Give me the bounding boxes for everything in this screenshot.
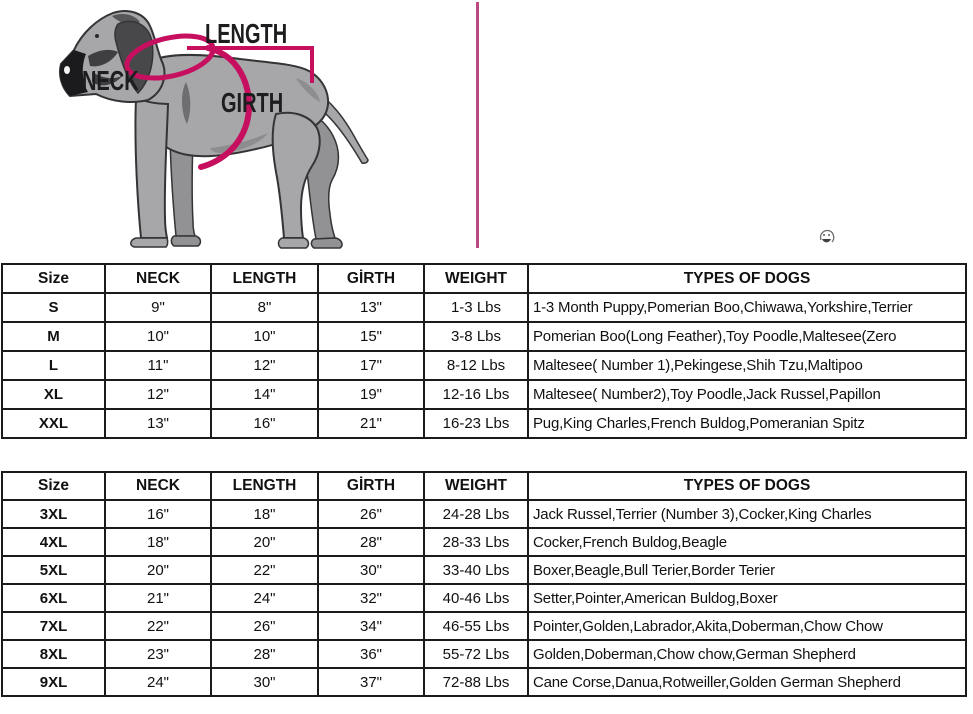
column-header-types-of-dogs: TYPES OF DOGS bbox=[528, 472, 966, 500]
column-header-neck: NECK bbox=[105, 264, 211, 293]
cell-size: XXL bbox=[2, 409, 105, 438]
neck-label: NECK bbox=[82, 65, 139, 97]
cell-types-of-dogs: Jack Russel,Terrier (Number 3),Cocker,King Charles bbox=[528, 500, 966, 528]
cell-length: 30" bbox=[211, 668, 318, 696]
cell-girth: 36" bbox=[318, 640, 424, 668]
cell-length: 14" bbox=[211, 380, 318, 409]
cell-types-of-dogs: Pomerian Boo(Long Feather),Toy Poodle,Maltesee(Zero bbox=[528, 322, 966, 351]
cell-weight: 55-72 Lbs bbox=[424, 640, 528, 668]
pink-divider-line bbox=[476, 2, 479, 248]
cell-neck: 18" bbox=[105, 528, 211, 556]
table-row bbox=[2, 556, 966, 584]
table-row bbox=[2, 640, 966, 668]
girth-label: GIRTH bbox=[221, 87, 284, 119]
table-row bbox=[2, 293, 966, 322]
cell-weight: 33-40 Lbs bbox=[424, 556, 528, 584]
cell-size: M bbox=[2, 322, 105, 351]
cell-size: 3XL bbox=[2, 500, 105, 528]
cell-length: 28" bbox=[211, 640, 318, 668]
cell-girth: 21" bbox=[318, 409, 424, 438]
dog-nostril bbox=[64, 66, 70, 74]
cell-girth: 32" bbox=[318, 584, 424, 612]
cell-size: 6XL bbox=[2, 584, 105, 612]
cell-neck: 22" bbox=[105, 612, 211, 640]
cell-girth: 34" bbox=[318, 612, 424, 640]
cell-types-of-dogs: Maltesee( Number 1),Pekingese,Shih Tzu,Maltipoo bbox=[528, 351, 966, 380]
cell-types-of-dogs: Pug,King Charles,French Buldog,Pomeranian Spitz bbox=[528, 409, 966, 438]
cell-neck: 24" bbox=[105, 668, 211, 696]
cell-length: 18" bbox=[211, 500, 318, 528]
cell-neck: 9" bbox=[105, 293, 211, 322]
cell-weight: 72-88 Lbs bbox=[424, 668, 528, 696]
cell-weight: 3-8 Lbs bbox=[424, 322, 528, 351]
cell-types-of-dogs: Cocker,French Buldog,Beagle bbox=[528, 528, 966, 556]
cell-types-of-dogs: Setter,Pointer,American Buldog,Boxer bbox=[528, 584, 966, 612]
table-row bbox=[2, 528, 966, 556]
table-row bbox=[2, 409, 966, 438]
cell-size: XL bbox=[2, 380, 105, 409]
column-header-neck: NECK bbox=[105, 472, 211, 500]
cell-length: 20" bbox=[211, 528, 318, 556]
cell-size: 7XL bbox=[2, 612, 105, 640]
cell-size: 9XL bbox=[2, 668, 105, 696]
cell-types-of-dogs: Maltesee( Number2),Toy Poodle,Jack Russel,Papillon bbox=[528, 380, 966, 409]
table-row bbox=[2, 500, 966, 528]
cell-length: 26" bbox=[211, 612, 318, 640]
cell-neck: 11" bbox=[105, 351, 211, 380]
cell-weight: 8-12 Lbs bbox=[424, 351, 528, 380]
smudge-mark bbox=[815, 226, 839, 250]
cell-neck: 12" bbox=[105, 380, 211, 409]
cell-girth: 26" bbox=[318, 500, 424, 528]
cell-weight: 40-46 Lbs bbox=[424, 584, 528, 612]
header-row bbox=[2, 264, 966, 293]
cell-types-of-dogs: Golden,Doberman,Chow chow,German Shepherd bbox=[528, 640, 966, 668]
cell-length: 10" bbox=[211, 322, 318, 351]
cell-length: 24" bbox=[211, 584, 318, 612]
header-row bbox=[2, 472, 966, 500]
cell-size: L bbox=[2, 351, 105, 380]
cell-types-of-dogs: Boxer,Beagle,Bull Terier,Border Terier bbox=[528, 556, 966, 584]
cell-neck: 16" bbox=[105, 500, 211, 528]
cell-weight: 46-55 Lbs bbox=[424, 612, 528, 640]
cell-girth: 37" bbox=[318, 668, 424, 696]
dog-front-near-paw bbox=[131, 238, 168, 247]
cell-types-of-dogs: Pointer,Golden,Labrador,Akita,Doberman,Chow Chow bbox=[528, 612, 966, 640]
column-header-girth: GİRTH bbox=[318, 472, 424, 500]
cell-size: 8XL bbox=[2, 640, 105, 668]
column-header-length: LENGTH bbox=[211, 472, 318, 500]
size-table-small bbox=[1, 263, 967, 439]
cell-neck: 21" bbox=[105, 584, 211, 612]
cell-length: 12" bbox=[211, 351, 318, 380]
column-header-weight: WEIGHT bbox=[424, 472, 528, 500]
dog-measurement-diagram bbox=[0, 0, 470, 256]
cell-girth: 28" bbox=[318, 528, 424, 556]
cell-types-of-dogs: 1-3 Month Puppy,Pomerian Boo,Chiwawa,Yorkshire,Terrier bbox=[528, 293, 966, 322]
column-header-size: Size bbox=[2, 472, 105, 500]
cell-weight: 12-16 Lbs bbox=[424, 380, 528, 409]
column-header-types-of-dogs: TYPES OF DOGS bbox=[528, 264, 966, 293]
dog-rear-near-paw bbox=[278, 238, 308, 248]
cell-girth: 15" bbox=[318, 322, 424, 351]
cell-weight: 16-23 Lbs bbox=[424, 409, 528, 438]
table-row bbox=[2, 351, 966, 380]
cell-neck: 20" bbox=[105, 556, 211, 584]
length-label: LENGTH bbox=[205, 18, 288, 50]
cell-girth: 30" bbox=[318, 556, 424, 584]
column-header-girth: GİRTH bbox=[318, 264, 424, 293]
cell-neck: 23" bbox=[105, 640, 211, 668]
table-row bbox=[2, 584, 966, 612]
dog-rear-far-paw bbox=[311, 238, 342, 248]
table-row bbox=[2, 668, 966, 696]
cell-length: 16" bbox=[211, 409, 318, 438]
cell-size: 4XL bbox=[2, 528, 105, 556]
cell-neck: 13" bbox=[105, 409, 211, 438]
column-header-size: Size bbox=[2, 264, 105, 293]
cell-weight: 28-33 Lbs bbox=[424, 528, 528, 556]
dog-eye bbox=[95, 34, 99, 38]
column-header-weight: WEIGHT bbox=[424, 264, 528, 293]
size-table-large bbox=[1, 471, 967, 697]
cell-weight: 1-3 Lbs bbox=[424, 293, 528, 322]
table-row bbox=[2, 612, 966, 640]
cell-girth: 13" bbox=[318, 293, 424, 322]
table-row bbox=[2, 380, 966, 409]
cell-size: S bbox=[2, 293, 105, 322]
cell-girth: 17" bbox=[318, 351, 424, 380]
cell-weight: 24-28 Lbs bbox=[424, 500, 528, 528]
cell-size: 5XL bbox=[2, 556, 105, 584]
column-header-length: LENGTH bbox=[211, 264, 318, 293]
cell-neck: 10" bbox=[105, 322, 211, 351]
cell-girth: 19" bbox=[318, 380, 424, 409]
cell-types-of-dogs: Cane Corse,Danua,Rotweiller,Golden German Shepherd bbox=[528, 668, 966, 696]
table-row bbox=[2, 322, 966, 351]
dog-front-near-leg bbox=[135, 98, 168, 238]
cell-length: 8" bbox=[211, 293, 318, 322]
cell-length: 22" bbox=[211, 556, 318, 584]
dog-front-far-paw bbox=[171, 236, 200, 246]
